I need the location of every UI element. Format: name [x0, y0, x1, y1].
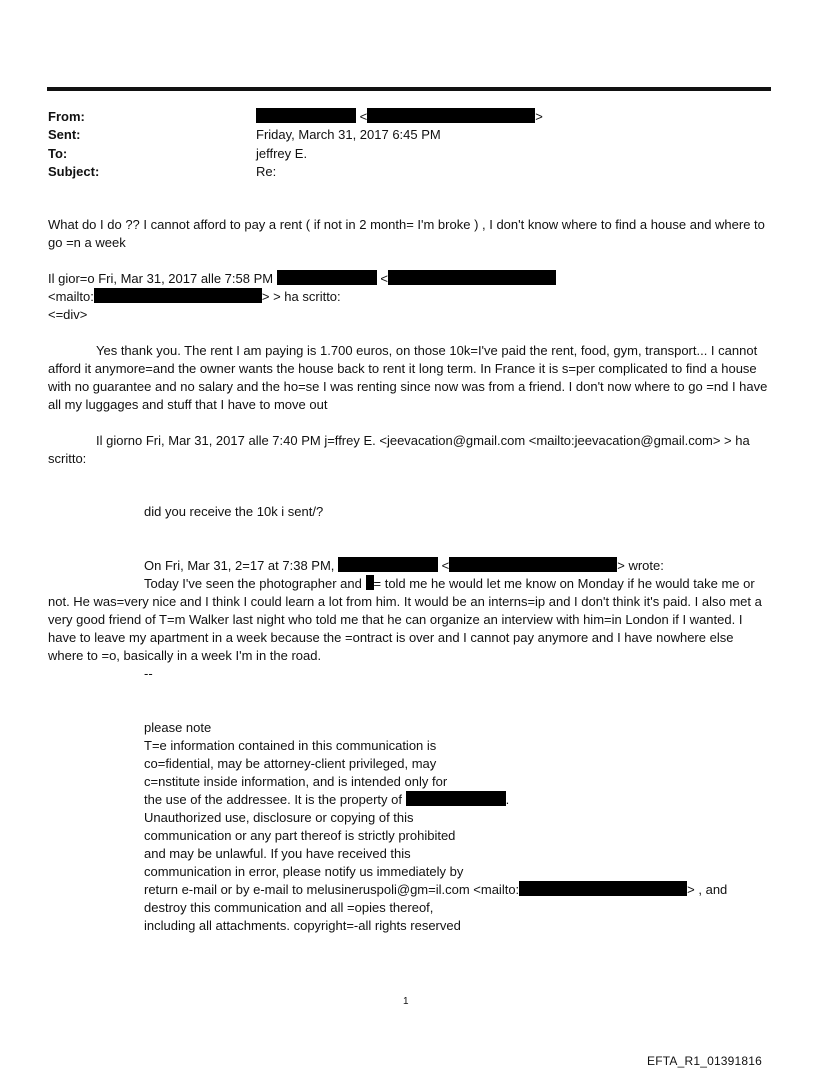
redaction-block	[366, 575, 374, 590]
disclaimer-line: communication or any part thereof is strictly prohibited	[144, 828, 456, 843]
redaction-block	[519, 881, 687, 896]
disclaimer-line: T=e information contained in this communication is	[144, 738, 437, 753]
sent-value: Friday, March 31, 2017 6:45 PM	[256, 127, 441, 142]
quote-mailto-line: <mailto: > > ha scritto:	[48, 289, 341, 304]
signature-separator: --	[144, 666, 153, 681]
disclaimer-line: the use of the addressee. It is the property of .	[144, 792, 510, 807]
disclaimer-line: including all attachments. copyright=-all rights reserved	[144, 918, 461, 933]
from-value: < >	[256, 108, 543, 126]
quote-header-line: Il gior=o Fri, Mar 31, 2017 alle 7:58 PM <	[48, 270, 556, 288]
header-rule	[47, 87, 771, 91]
message-paragraph: What do I do ?? I cannot afford to pay a rent ( if not in 2 month= I'm broke ) , I don't know where to find a house and where to go =n a week	[48, 217, 765, 250]
redaction-block	[406, 791, 506, 806]
disclaimer-line: c=nstitute inside information, and is intended only for	[144, 774, 448, 789]
disclaimer-line: communication in error, please notify us immediately by	[144, 864, 464, 879]
redaction-block	[94, 288, 262, 303]
message-line: did you receive the 10k i sent/?	[144, 504, 324, 519]
from-label: From:	[48, 109, 85, 124]
disclaimer-line: destroy this communication and all =opies thereof,	[144, 900, 434, 915]
subject-value: Re:	[256, 164, 277, 179]
disclaimer-line: co=fidential, may be attorney-client privileged, may	[144, 756, 437, 771]
sent-label: Sent:	[48, 127, 81, 142]
to-value: jeffrey E.	[256, 146, 308, 161]
document-id: EFTA_R1_01391816	[647, 1054, 763, 1068]
quote-header-paragraph: Il giorno Fri, Mar 31, 2017 alle 7:40 PM j=ffrey E. <jeevacation@gmail.com <mailto:jeevacation@gmail.com> > ha scritto:	[48, 433, 750, 466]
subject-label: Subject:	[48, 164, 100, 179]
disclaimer-line: Unauthorized use, disclosure or copying of this	[144, 810, 414, 825]
message-paragraph: Today I've seen the photographer and = told me he would let me know on Monday if he would take me or not. He was=very nice and I think I could learn a lot from him. It would be an interns=ip and I don't think it's paid. I also met a very good friend of T=m Walker last night who told me that he can organize an interview with him=in London if I wanted. I have to leave my apartment in a week because the =ontract is over and I cannot pay anymore and I have nowhere else where to =o, basically in a week I'm in the road.	[48, 576, 762, 663]
message-paragraph: Yes thank you. The rent I am paying is 1.700 euros, on those 10k=I've paid the rent, food, gym, transport... I cannot afford it anymore=and the owner wants the house back to rent it long term. In France it is s=per complicated to find a house with no guarantee and no salary and the ho=se I was renting since now was from a friend. I don't now where to go =nd I have all my luggages and stuff that I have to move out	[48, 343, 768, 412]
disclaimer-line: please note	[144, 720, 212, 735]
redaction-block	[388, 270, 556, 285]
div-marker: <=div>	[48, 307, 88, 322]
redaction-block	[338, 557, 438, 572]
disclaimer-line: and may be unlawful. If you have received this	[144, 846, 411, 861]
redaction-block	[256, 108, 356, 123]
quote-header-line: On Fri, Mar 31, 2=17 at 7:38 PM, < > wrote:	[144, 558, 664, 573]
redaction-block	[277, 270, 377, 285]
to-label: To:	[48, 146, 68, 161]
redaction-block	[367, 108, 535, 123]
disclaimer-line: return e-mail or by e-mail to melusineruspoli@gm=il.com <mailto: > , and	[144, 882, 728, 897]
redaction-block	[449, 557, 617, 572]
page-number: 1	[403, 996, 409, 1007]
